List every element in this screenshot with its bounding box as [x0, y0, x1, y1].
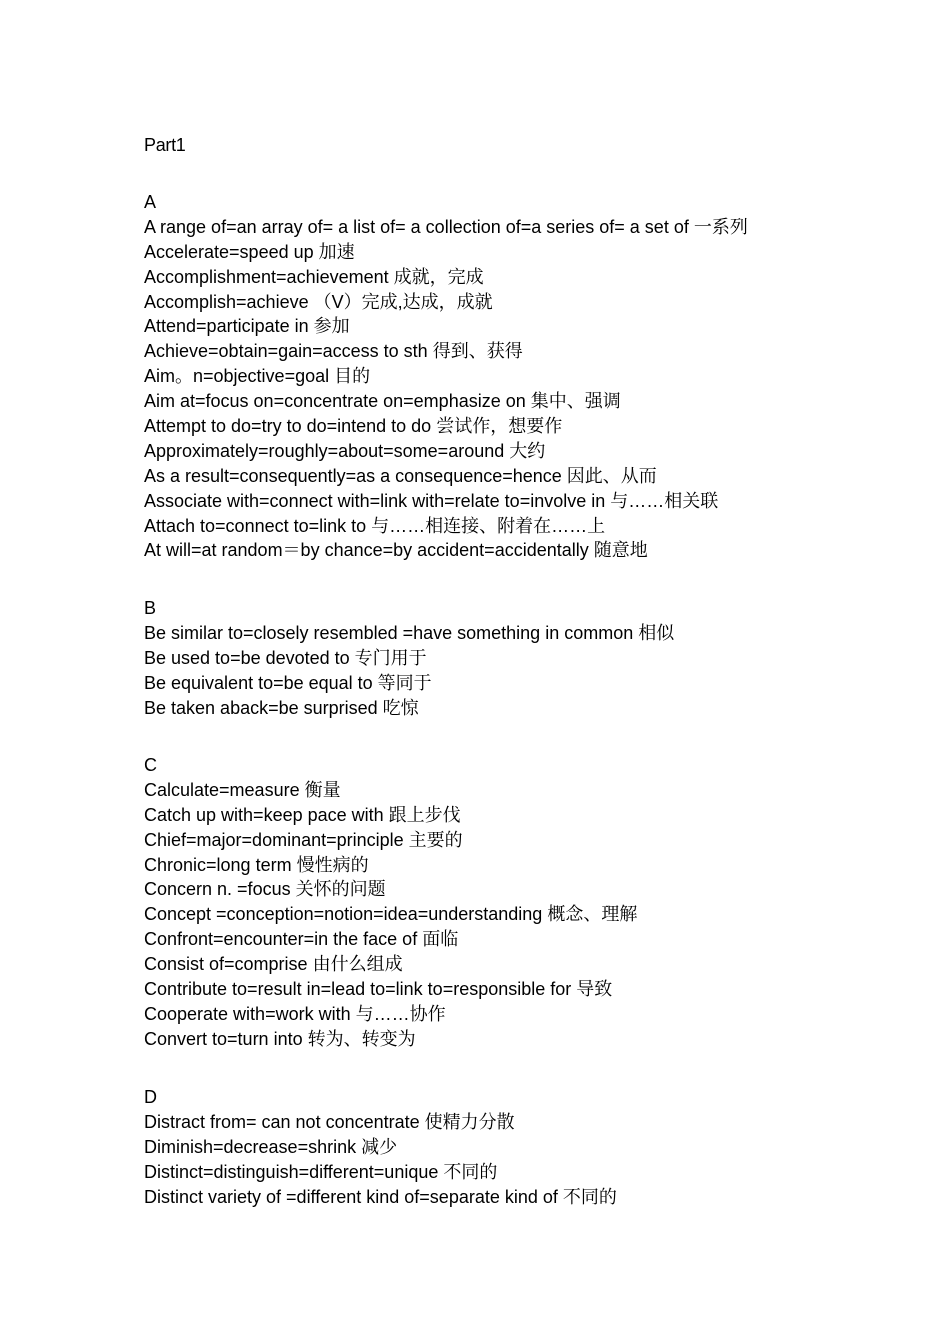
section-b	[144, 596, 674, 720]
vocab-entry: Be used to=be devoted to 专门用于	[144, 647, 427, 668]
vocab-entry: Be equivalent to=be equal to 等同于	[144, 672, 432, 693]
vocab-entry: Chief=major=dominant=principle 主要的	[144, 829, 463, 850]
vocab-entry: Accomplish=achieve （V）完成,达成，成就	[144, 291, 493, 312]
section-letter: C	[144, 755, 157, 775]
section-letter: D	[144, 1087, 157, 1107]
entry-list	[144, 778, 637, 1052]
vocab-entry: Contribute to=result in=lead to=link to=responsible for 导致	[144, 979, 613, 1000]
vocab-entry: Consist of=comprise 由什么组成	[144, 954, 403, 975]
vocab-entry: A range of=an array of= a list of= a collection of=a series of= a set of 一系列	[144, 216, 748, 237]
vocab-entry: Distinct variety of =different kind of=separate kind of 不同的	[144, 1186, 617, 1207]
vocab-entry: Catch up with=keep pace with 跟上步伐	[144, 804, 461, 825]
vocab-entry: Confront=encounter=in the face of 面临	[144, 929, 459, 950]
vocab-entry: Concept =conception=notion=idea=understanding 概念、理解	[144, 904, 638, 925]
section-a	[144, 190, 748, 563]
vocab-entry: At will=at random＝by chance=by accident=accidentally 随意地	[144, 540, 648, 561]
vocab-entry: Calculate=measure 衡量	[144, 779, 341, 800]
vocab-entry: Accomplishment=achievement 成就，完成	[144, 266, 484, 287]
section-letter: B	[144, 598, 157, 618]
vocab-entry: Attend=participate in 参加	[144, 316, 350, 337]
vocab-entry: Be similar to=closely resembled =have something in common 相似	[144, 622, 675, 643]
entry-list	[144, 621, 674, 721]
vocab-entry: Be taken aback=be surprised 吃惊	[144, 697, 419, 718]
vocab-entry: Attempt to do=try to do=intend to do 尝试作，想要作	[144, 416, 563, 437]
section-c	[144, 753, 637, 1052]
document-title: Part1	[144, 135, 186, 155]
vocab-entry: Attach to=connect to=link to 与……相连接、附着在……上	[144, 515, 606, 536]
vocab-entry: Cooperate with=work with 与……协作	[144, 1003, 446, 1024]
vocab-entry: Distract from= can not concentrate 使精力分散	[144, 1111, 515, 1132]
vocab-entry: Chronic=long term 慢性病的	[144, 854, 369, 875]
vocab-entry: Aim at=focus on=concentrate on=emphasize on 集中、强调	[144, 391, 621, 412]
vocab-entry: Associate with=connect with=link with=relate to=involve in 与……相关联	[144, 490, 719, 511]
section-letter: A	[144, 192, 157, 212]
section-d	[144, 1085, 617, 1209]
vocab-entry: Distinct=distinguish=different=unique 不同的	[144, 1161, 498, 1182]
vocab-entry: Diminish=decrease=shrink 减少	[144, 1136, 398, 1157]
vocab-entry: As a result=consequently=as a consequence=hence 因此、从而	[144, 465, 657, 486]
vocab-entry: Accelerate=speed up 加速	[144, 241, 355, 262]
vocab-entry: Achieve=obtain=gain=access to sth 得到、获得	[144, 341, 523, 362]
vocab-entry: Aim。n=objective=goal 目的	[144, 366, 371, 387]
entry-list	[144, 1110, 617, 1210]
entry-list	[144, 215, 748, 563]
vocab-entry: Approximately=roughly=about=some=around 大约	[144, 440, 546, 461]
vocab-entry: Concern n. =focus 关怀的问题	[144, 879, 386, 900]
vocab-entry: Convert to=turn into 转为、转变为	[144, 1028, 416, 1049]
